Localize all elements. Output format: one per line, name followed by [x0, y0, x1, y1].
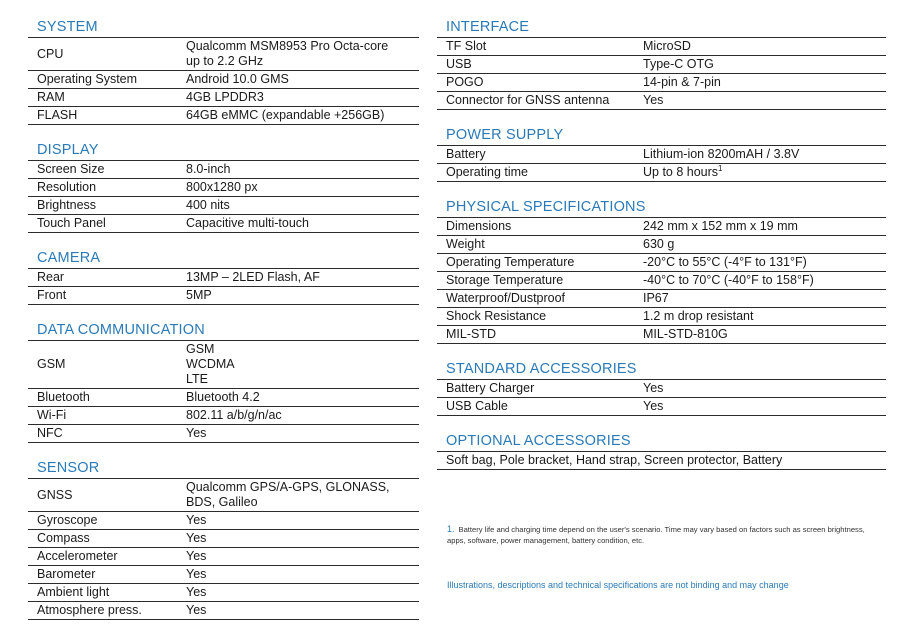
spec-label: Shock Resistance: [446, 309, 547, 323]
spec-value: [643, 218, 798, 235]
section-title: INTERFACE: [437, 18, 886, 38]
spec-value: [186, 89, 264, 106]
spec-value-text: IP67: [643, 291, 669, 305]
spec-row: [28, 425, 419, 443]
spec-value-text: 1.2 m drop resistant: [643, 309, 754, 323]
section-title: CAMERA: [28, 249, 419, 269]
spec-row: [28, 530, 419, 548]
spec-row: [28, 71, 419, 89]
spec-label: GNSS: [37, 487, 73, 502]
spec-value: [186, 341, 235, 388]
spec-value: [186, 287, 212, 304]
spec-label: Gyroscope: [37, 513, 98, 527]
spec-row: [437, 452, 886, 470]
spec-row: [28, 341, 419, 389]
section-title: SENSOR: [28, 459, 419, 479]
section-power-supply: [437, 126, 886, 182]
spec-value-text: 802.11 a/b/g/n/ac: [186, 408, 282, 422]
spec-value-text: GSM WCDMA LTE: [186, 342, 235, 386]
spec-row: [28, 479, 419, 512]
section-title: PHYSICAL SPECIFICATIONS: [437, 198, 886, 218]
spec-value: [643, 38, 691, 55]
spec-value: [643, 164, 723, 181]
spec-label: RAM: [37, 90, 65, 104]
spec-value: [643, 326, 728, 343]
spec-value: [643, 92, 663, 109]
section-optional-accessories: [437, 432, 886, 470]
spec-value: [186, 548, 206, 565]
section-camera: [28, 249, 419, 305]
section-display: [28, 141, 419, 233]
spec-label: Resolution: [37, 180, 97, 194]
spec-value-text: Yes: [186, 585, 207, 599]
spec-value: [186, 161, 230, 178]
spec-row: [28, 107, 419, 125]
spec-value: [643, 272, 814, 289]
spec-value-text: 5MP: [186, 288, 212, 302]
spec-row: [437, 218, 886, 236]
spec-label: Touch Panel: [37, 216, 106, 230]
spec-value-text: Bluetooth 4.2: [186, 390, 260, 404]
spec-label: FLASH: [37, 108, 78, 122]
left-column: [28, 18, 419, 636]
spec-value-text: Yes: [186, 603, 207, 617]
spec-label: Barometer: [37, 567, 96, 581]
spec-value: [186, 566, 206, 583]
spec-row: [28, 179, 419, 197]
spec-value-text: Yes: [643, 93, 664, 107]
spec-value: [186, 407, 282, 424]
spec-value-text: Yes: [643, 399, 664, 413]
spec-label: Accelerometer: [37, 549, 118, 563]
spec-value-text: 4GB LPDDR3: [186, 90, 264, 104]
section-interface: [437, 18, 886, 110]
spec-row: [437, 92, 886, 110]
spec-label: Bluetooth: [37, 390, 90, 404]
section-physical-specifications: [437, 198, 886, 344]
spec-value-text: Android 10.0 GMS: [186, 72, 289, 86]
spec-label: Brightness: [37, 198, 97, 212]
spec-value-text: Qualcomm GPS/A-GPS, GLONASS, BDS, Galileo: [186, 480, 390, 509]
spec-row: [28, 566, 419, 584]
spec-row: [28, 89, 419, 107]
spec-value-text: Yes: [186, 513, 207, 527]
spec-value-text: 800x1280 px: [186, 180, 258, 194]
spec-label: Front: [37, 288, 67, 302]
section-data-communication: [28, 321, 419, 443]
spec-row: [437, 74, 886, 92]
spec-value: [186, 389, 260, 406]
spec-label: Connector for GNSS antenna: [446, 93, 610, 107]
spec-label: Atmosphere press.: [37, 603, 142, 617]
spec-label: TF Slot: [446, 39, 487, 53]
spec-row: [437, 290, 886, 308]
spec-label: Compass: [37, 531, 90, 545]
spec-label: Storage Temperature: [446, 273, 564, 287]
spec-row: [437, 56, 886, 74]
spec-row: [28, 548, 419, 566]
spec-value-text: Qualcomm MSM8953 Pro Octa-core up to 2.2 GHz: [186, 39, 389, 68]
spec-value: [186, 71, 289, 88]
spec-value: [643, 290, 669, 307]
spec-value: Soft bag, Pole bracket, Hand strap, Screen protector, Battery: [446, 453, 783, 467]
spec-label: MIL-STD: [446, 327, 496, 341]
spec-value: [643, 146, 799, 163]
spec-value-text: 13MP – 2LED Flash, AF: [186, 270, 320, 284]
spec-value: [643, 308, 753, 325]
section-title: STANDARD ACCESSORIES: [437, 360, 886, 380]
right-column: [437, 18, 886, 486]
spec-row: [437, 38, 886, 56]
section-title: OPTIONAL ACCESSORIES: [437, 432, 886, 452]
spec-row: [437, 326, 886, 344]
spec-value: [186, 602, 206, 619]
spec-value-text: -20°C to 55°C (-4°F to 131°F): [643, 255, 807, 269]
spec-label: Battery Charger: [446, 381, 535, 395]
spec-row: [28, 197, 419, 215]
spec-row: [437, 380, 886, 398]
spec-value-text: Capacitive multi-touch: [186, 216, 309, 230]
spec-label: Wi-Fi: [37, 408, 67, 422]
spec-value: [186, 584, 206, 601]
spec-value-text: Up to 8 hours: [643, 165, 719, 179]
spec-row: [28, 161, 419, 179]
spec-value: [643, 74, 721, 91]
spec-row: [437, 398, 886, 416]
spec-label: USB: [446, 57, 472, 71]
spec-value-text: 630 g: [643, 237, 675, 251]
spec-label: Weight: [446, 237, 485, 251]
spec-value-text: Lithium-ion 8200mAH / 3.8V: [643, 147, 800, 161]
spec-row: [28, 407, 419, 425]
section-sensor: [28, 459, 419, 620]
spec-value-text: 242 mm x 152 mm x 19 mm: [643, 219, 798, 233]
spec-value: [186, 38, 388, 70]
spec-label: Operating time: [446, 165, 528, 179]
section-standard-accessories: [437, 360, 886, 416]
footnote-number: 1.: [447, 524, 455, 534]
spec-value: [186, 425, 206, 442]
section-system: [28, 18, 419, 125]
spec-label: Ambient light: [37, 585, 110, 599]
spec-value: [643, 254, 807, 271]
spec-value-text: 8.0-inch: [186, 162, 231, 176]
spec-label: NFC: [37, 426, 63, 440]
spec-value-text: 64GB eMMC (expandable +256GB): [186, 108, 385, 122]
section-title: POWER SUPPLY: [437, 126, 886, 146]
spec-row: [28, 287, 419, 305]
spec-label: USB Cable: [446, 399, 508, 413]
spec-value: [643, 380, 663, 397]
spec-label: Rear: [37, 270, 65, 284]
spec-row: [28, 269, 419, 287]
spec-row: [437, 272, 886, 290]
spec-value-text: MIL-STD-810G: [643, 327, 728, 341]
spec-value-text: Yes: [186, 426, 207, 440]
spec-value-text: Yes: [186, 549, 207, 563]
footnote-text: Battery life and charging time depend on the user's scenario. Time may vary based on factors such as screen brightness, apps, software, power management, battery condition, etc.: [447, 525, 865, 545]
spec-value-text: Yes: [186, 531, 207, 545]
spec-row: [28, 512, 419, 530]
spec-value-text: 14-pin & 7-pin: [643, 75, 721, 89]
spec-label: POGO: [446, 75, 484, 89]
spec-value: [186, 179, 258, 196]
spec-value-text: MicroSD: [643, 39, 691, 53]
spec-row: [437, 254, 886, 272]
spec-row: [28, 215, 419, 233]
spec-value: [186, 197, 230, 214]
spec-value-text: 400 nits: [186, 198, 230, 212]
disclaimer: Illustrations, descriptions and technical specifications are not binding and may change: [447, 580, 789, 590]
spec-value: [186, 269, 320, 286]
spec-row: [437, 308, 886, 326]
spec-row: [437, 164, 886, 182]
spec-label: GSM: [37, 357, 66, 371]
footnote-marker: 1: [718, 163, 723, 173]
spec-value: [643, 398, 663, 415]
spec-label: Operating System: [37, 72, 138, 86]
spec-row: [437, 236, 886, 254]
spec-value: [643, 56, 714, 73]
spec-label: CPU: [37, 46, 64, 61]
footnote: [447, 524, 867, 546]
spec-row: [437, 146, 886, 164]
spec-value-text: Yes: [186, 567, 207, 581]
spec-row: [28, 38, 419, 71]
spec-value-text: Type-C OTG: [643, 57, 714, 71]
spec-value: [186, 107, 384, 124]
section-title: DISPLAY: [28, 141, 419, 161]
section-title: SYSTEM: [28, 18, 419, 38]
spec-label: Screen Size: [37, 162, 105, 176]
spec-value: [186, 530, 206, 547]
spec-row: [28, 602, 419, 620]
spec-value: [186, 512, 206, 529]
spec-row: [28, 389, 419, 407]
spec-value: [186, 479, 390, 511]
section-title: DATA COMMUNICATION: [28, 321, 419, 341]
spec-label: Operating Temperature: [446, 255, 575, 269]
spec-value-text: -40°C to 70°C (-40°F to 158°F): [643, 273, 814, 287]
spec-label: Dimensions: [446, 219, 512, 233]
spec-row: [28, 584, 419, 602]
spec-value: [643, 236, 674, 253]
spec-value-text: Yes: [643, 381, 664, 395]
spec-label: Battery: [446, 147, 486, 161]
spec-label: Waterproof/Dustproof: [446, 291, 566, 305]
spec-value: [186, 215, 309, 232]
